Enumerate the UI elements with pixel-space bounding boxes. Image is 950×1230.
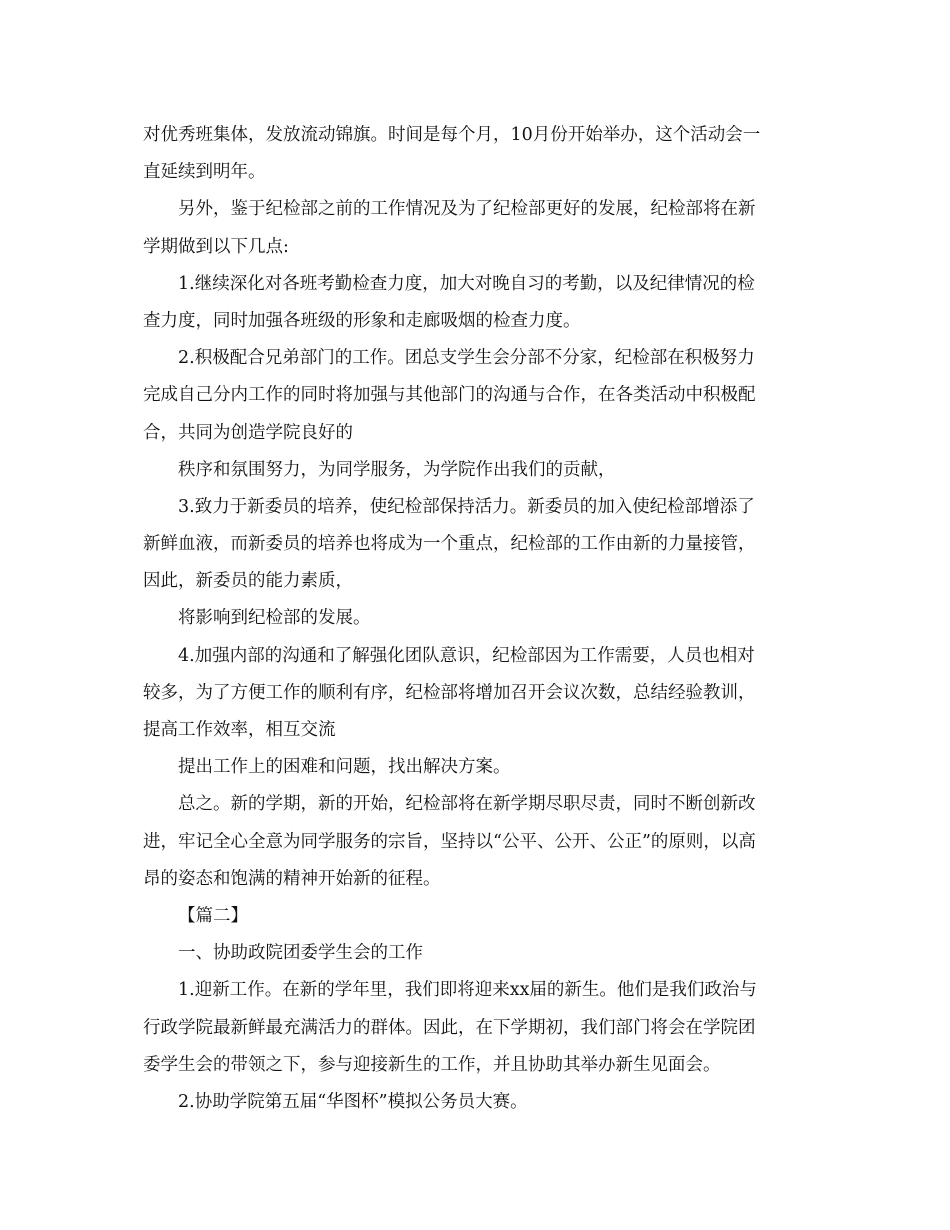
text-line: 直延续到明年。: [143, 162, 266, 183]
text-line: 1.继续深化对各班考勤检查力度，加大对晚自习的考勤，以及纪律情况的检: [178, 273, 755, 294]
text-line: 1.迎新工作。在新的学年里，我们即将迎来xx届的新生。他们是我们政治与: [178, 980, 757, 1001]
text-line: 查力度，同时加强各班级的形象和走廊吸烟的检查力度。: [143, 310, 581, 331]
text-line: 另外，鉴于纪检部之前的工作情况及为了纪检部更好的发展，纪检部将在新: [178, 199, 756, 220]
text-line: 4.加强内部的沟通和了解强化团队意识，纪检部因为工作需要，人员也相对: [178, 645, 755, 666]
text-line: 新鲜血液，而新委员的培养也将成为一个重点，纪检部的工作由新的力量接管，: [143, 534, 756, 555]
text-line: 昂的姿态和饱满的精神开始新的征程。: [143, 868, 441, 889]
text-line: 进，牢记全心全意为同学服务的宗旨，坚持以“公平、公开、公正”的原则，以高: [143, 831, 756, 852]
text-line: 总之。新的学期，新的开始，纪检部将在新学期尽职尽责，同时不断创新改: [178, 794, 756, 815]
document-body: [143, 117, 803, 1121]
text-line: 较多，为了方便工作的顺利有序，纪检部将增加召开会议次数，总结经验教训，: [143, 682, 756, 703]
text-line: 一、协助政院团委学生会的工作: [178, 943, 423, 964]
text-line: 提出工作上的困难和问题，找出解决方案。: [178, 757, 511, 778]
text-line: 秩序和氛围努力，为同学服务，为学院作出我们的贡献，: [178, 459, 616, 480]
text-line: 学期做到以下几点:: [143, 236, 289, 257]
text-line: 委学生会的带领之下，参与迎接新生的工作，并且协助其举办新生见面会。: [143, 1054, 721, 1075]
text-line: 合，共同为创造学院良好的: [143, 422, 353, 443]
text-line: 行政学院最新鲜最充满活力的群体。因此，在下学期初，我们部门将会在学院团: [143, 1017, 756, 1038]
text-line: 对优秀班集体，发放流动锦旗。时间是每个月，10月份开始举办，这个活动会一: [143, 125, 761, 145]
text-line: 3.致力于新委员的培养，使纪检部保持活力。新委员的加入使纪检部增添了: [178, 496, 755, 517]
text-line: 2.协助学院第五届“华图杯”模拟公务员大赛。: [178, 1091, 528, 1112]
text-line: 【篇二】: [178, 905, 248, 926]
text-line: 将影响到纪检部的发展。: [178, 608, 371, 629]
text-line: 完成自己分内工作的同时将加强与其他部门的沟通与合作，在各类活动中积极配: [143, 385, 756, 406]
text-line: 2.积极配合兄弟部门的工作。团总支学生会分部不分家，纪检部在积极努力: [178, 348, 755, 369]
text-line: 因此，新委员的能力素质，: [143, 571, 353, 592]
text-line: 提高工作效率，相互交流: [143, 720, 336, 740]
